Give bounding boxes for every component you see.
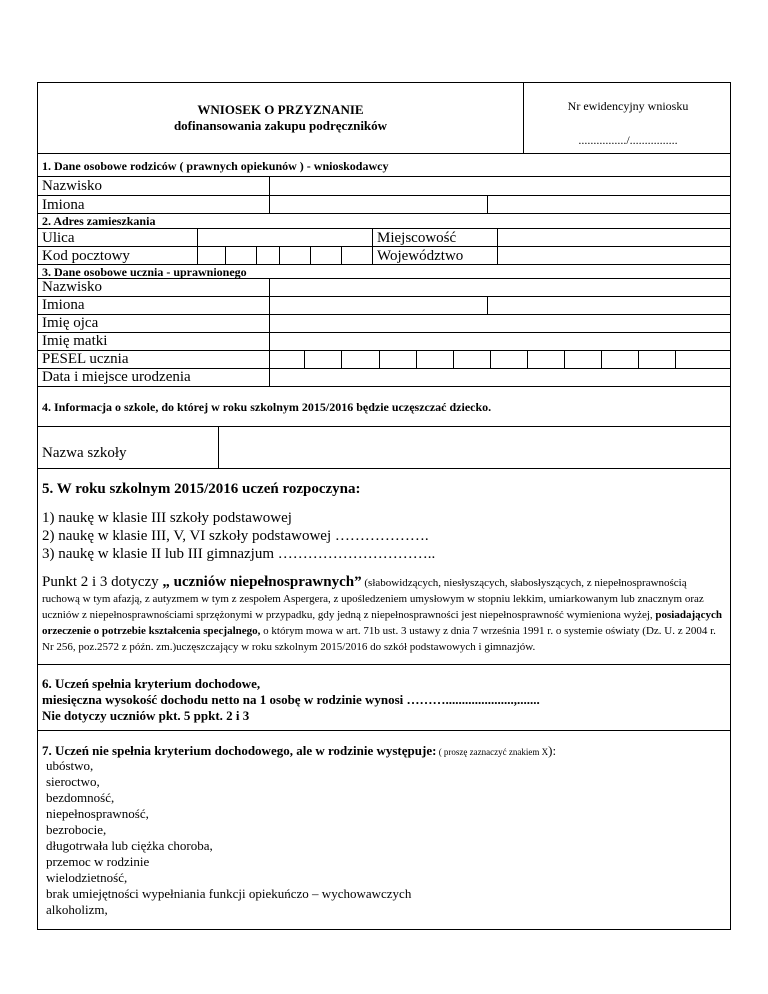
- mother-name-label: Imię matki: [42, 333, 108, 349]
- note-lead: Punkt 2 i 3 dotyczy: [42, 574, 163, 590]
- circumstance-item[interactable]: niepełnosprawność,: [46, 806, 149, 821]
- circumstance-item[interactable]: długotrwała lub ciężka choroba,: [46, 838, 213, 853]
- section-6-line-2: miesięczna wysokość dochodu netto na 1 osobę w rodzinie wynosi ……….....................,.......: [42, 692, 540, 707]
- school-name-field[interactable]: [219, 427, 732, 468]
- section-4-title: 4. Informacja o szkole, do której w roku szkolnym 2015/2016 będzie uczęszczać dziecko.: [42, 400, 492, 414]
- postal-code-digit-3[interactable]: [280, 247, 310, 264]
- city-label: Miejscowość: [377, 230, 457, 246]
- parent-first-name-field[interactable]: [270, 196, 487, 213]
- pesel-digit-10[interactable]: [602, 351, 638, 368]
- registration-number-field[interactable]: ................/................: [578, 133, 678, 147]
- province-field[interactable]: [498, 247, 732, 264]
- circumstance-item[interactable]: alkoholizm,: [46, 902, 108, 917]
- registration-number-label: Nr ewidencyjny wniosku: [567, 99, 689, 113]
- postal-code-label: Kod pocztowy: [42, 248, 130, 264]
- application-form: [37, 82, 731, 930]
- section-7-hint: ( proszę zaznaczyć znakiem X: [436, 747, 549, 757]
- section-6-line-1: 6. Uczeń spełnia kryterium dochodowe,: [42, 676, 261, 691]
- note-text-3: o którym mowa w art. 71b ust. 3 ustawy z dnia 7 września 1991 r. o systemie oświaty (Dz. U. z 2004 r. Nr 256, poz.2572 z późn. zm.)uczęszczający w roku szkolnym 2015/2016 do szkół podstawowych i gimnazjów.: [42, 625, 716, 653]
- section-5-title: 5. W roku szkolnym 2015/2016 uczeń rozpoczyna:: [42, 481, 361, 497]
- section-3-title: 3. Dane osobowe ucznia - uprawnionego: [42, 265, 247, 279]
- note-bold: „ uczniów niepełnosprawnych”: [162, 574, 362, 590]
- section-2-title: 2. Adres zamieszkania: [42, 214, 156, 228]
- circumstance-item[interactable]: wielodzietność,: [46, 870, 128, 885]
- father-name-field[interactable]: [270, 315, 732, 332]
- city-field[interactable]: [498, 229, 732, 246]
- circumstance-item[interactable]: bezrobocie,: [46, 822, 107, 837]
- pesel-digit-5[interactable]: [417, 351, 453, 368]
- pesel-digit-7[interactable]: [491, 351, 527, 368]
- circumstance-item[interactable]: przemoc w rodzinie: [46, 854, 150, 869]
- pesel-label: PESEL ucznia: [42, 351, 129, 367]
- birth-date-place-field[interactable]: [270, 369, 732, 386]
- parent-surname-label: Nazwisko: [42, 178, 102, 194]
- section-6-line-3: Nie dotyczy uczniów pkt. 5 ppkt. 2 i 3: [42, 708, 250, 723]
- option-2: 2) naukę w klasie III, V, VI szkoły podstawowej ……………….: [42, 528, 429, 544]
- circumstances-list: [38, 758, 728, 918]
- postal-code-digit-5[interactable]: [342, 247, 372, 264]
- school-name-label: Nazwa szkoły: [42, 445, 127, 461]
- note-text-2: niepełnosprawnością ruchową w tym afazją, z autyzmem w tym z zespołem Aspergera, z upośledzeniem umysłowym w stopniu lekkim, umiarkowanym lub znacznym oraz uczniów z niepełnosprawnościami sprzężonymi w przypadku, gdy jedną z niepełnosprawności jest niepełnosprawność wymieniona wyżej,: [42, 577, 704, 621]
- parent-second-name-field[interactable]: [488, 196, 732, 213]
- birth-date-place-label: Data i miejsce urodzenia: [42, 369, 191, 385]
- student-names-label: Imiona: [42, 297, 85, 313]
- postal-code-digit-1[interactable]: [198, 247, 225, 264]
- option-1: 1) naukę w klasie III szkoły podstawowej: [42, 510, 292, 526]
- pesel-digit-6[interactable]: [454, 351, 490, 368]
- mother-name-field[interactable]: [270, 333, 732, 350]
- option-3: 3) naukę w klasie II lub III gimnazjum …………………………..: [42, 546, 436, 562]
- pesel-digit-1[interactable]: [270, 351, 304, 368]
- father-name-label: Imię ojca: [42, 315, 99, 331]
- note-text-1: (słabowidzących, niesłyszących, słabosłyszących, z: [361, 577, 592, 589]
- parent-names-label: Imiona: [42, 197, 85, 213]
- pesel-digit-4[interactable]: [380, 351, 416, 368]
- circumstance-item[interactable]: bezdomność,: [46, 790, 115, 805]
- circumstance-item[interactable]: ubóstwo,: [46, 758, 94, 773]
- form-subtitle: dofinansowania zakupu podręczników: [173, 118, 388, 133]
- street-label: Ulica: [42, 230, 75, 246]
- circumstance-item[interactable]: sieroctwo,: [46, 774, 100, 789]
- disabled-students-note: [42, 574, 726, 655]
- pesel-digit-8[interactable]: [528, 351, 564, 368]
- student-first-name-field[interactable]: [270, 297, 487, 314]
- pesel-digit-3[interactable]: [342, 351, 379, 368]
- student-surname-label: Nazwisko: [42, 279, 102, 295]
- section-7-hint-end: ):: [548, 743, 557, 758]
- note-bold-2: posiadających orzeczenie o potrzebie kształcenia specjalnego,: [42, 609, 723, 637]
- section-7-heading: 7. Uczeń nie spełnia kryterium dochodowego, ale w rodzinie występuje:: [42, 743, 437, 758]
- section-1-title: 1. Dane osobowe rodziców ( prawnych opiekunów ) - wnioskodawcy: [42, 159, 389, 173]
- form-title: WNIOSEK O PRZYZNANIE: [197, 102, 364, 117]
- pesel-digit-9[interactable]: [565, 351, 601, 368]
- student-second-name-field[interactable]: [488, 297, 732, 314]
- street-field[interactable]: [198, 229, 371, 246]
- pesel-digit-2[interactable]: [305, 351, 341, 368]
- province-label: Województwo: [377, 248, 464, 264]
- postal-code-digit-4[interactable]: [311, 247, 341, 264]
- circumstance-item[interactable]: brak umiejętności wypełniania funkcji opiekuńczo – wychowawczych: [46, 886, 412, 901]
- student-surname-field[interactable]: [270, 279, 732, 296]
- pesel-digit-11[interactable]: [639, 351, 675, 368]
- postal-code-digit-2[interactable]: [226, 247, 256, 264]
- parent-surname-field[interactable]: [270, 177, 732, 195]
